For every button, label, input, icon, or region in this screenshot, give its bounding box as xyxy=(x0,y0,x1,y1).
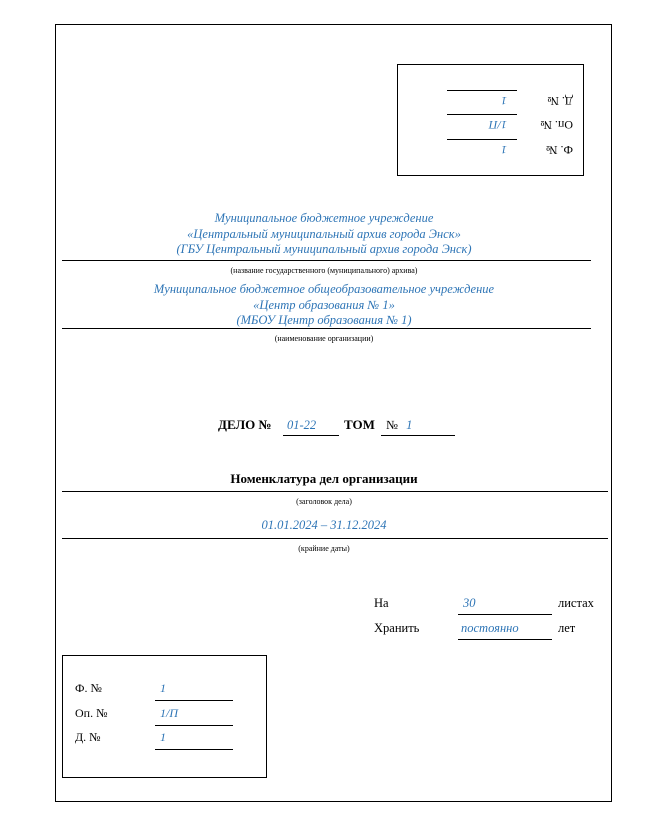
box-fond-label: Ф. № xyxy=(75,681,102,695)
stamp-opis-value: 1/П xyxy=(447,114,517,132)
delo-label: ДЕЛО № xyxy=(218,417,272,432)
archive-caption: (название государственного (муниципального) архива) xyxy=(230,266,418,275)
stamp-opis-label: Оп. № xyxy=(540,118,573,132)
box-row-fond xyxy=(75,681,255,701)
sheets-count-value: 30 xyxy=(458,596,552,615)
tom-value: 1 xyxy=(406,418,413,432)
box-row-opis xyxy=(75,706,255,726)
title-underline xyxy=(62,491,608,492)
box-delo-label: Д. № xyxy=(75,730,101,744)
keep-value: постоянно xyxy=(458,621,552,640)
delo-value: 01-22 xyxy=(283,418,339,436)
rotated-stamp-box xyxy=(397,64,584,176)
tom-field xyxy=(381,418,455,436)
organization-underline xyxy=(62,328,591,329)
tom-number-label: № xyxy=(386,418,398,432)
case-title: Номенклатура дел организации xyxy=(230,471,418,486)
title-caption: (заголовок дела) xyxy=(296,497,352,506)
organization-name-block xyxy=(0,282,648,329)
archive-name-block xyxy=(0,211,648,258)
box-opis-value: 1/П xyxy=(155,706,233,726)
stamp-row-opis xyxy=(403,114,573,132)
organization-name-line2: «Центр образования № 1» xyxy=(253,297,395,312)
archive-name-line2: «Центральный муниципальный архив города Энск» xyxy=(187,226,461,241)
sheets-suffix: листах xyxy=(558,596,594,610)
organization-caption: (наименование организации) xyxy=(274,334,374,343)
box-opis-label: Оп. № xyxy=(75,706,108,720)
archive-underline xyxy=(62,260,591,261)
stamp-delo-value: 1 xyxy=(447,90,517,108)
case-dates: 01.01.2024 – 31.12.2024 xyxy=(261,518,387,532)
stamp-row-fond xyxy=(403,139,573,157)
sheets-on-label: На xyxy=(374,596,389,610)
box-fond-value: 1 xyxy=(155,681,233,701)
box-row-delo xyxy=(75,730,255,750)
stamp-delo-label: Д. № xyxy=(547,94,573,108)
archive-codes-box xyxy=(62,655,267,778)
keep-suffix: лет xyxy=(558,621,576,635)
tom-label: ТОМ xyxy=(344,417,375,432)
dates-underline xyxy=(62,538,608,539)
archive-name-line1: Муниципальное бюджетное учреждение xyxy=(214,211,434,225)
dates-caption: (крайние даты) xyxy=(298,544,350,553)
stamp-fond-value: 1 xyxy=(447,139,517,157)
stamp-fond-label: Ф. № xyxy=(546,143,573,157)
stamp-row-delo xyxy=(403,90,573,108)
organization-name-line3: (МБОУ Центр образования № 1) xyxy=(236,313,412,327)
keep-label: Хранить xyxy=(374,621,420,635)
box-delo-value: 1 xyxy=(155,730,233,750)
organization-name-line1: Муниципальное бюджетное общеобразовательное учреждение xyxy=(153,282,495,296)
archive-name-line3: (ГБУ Центральный муниципальный архив города Энск) xyxy=(176,242,472,256)
